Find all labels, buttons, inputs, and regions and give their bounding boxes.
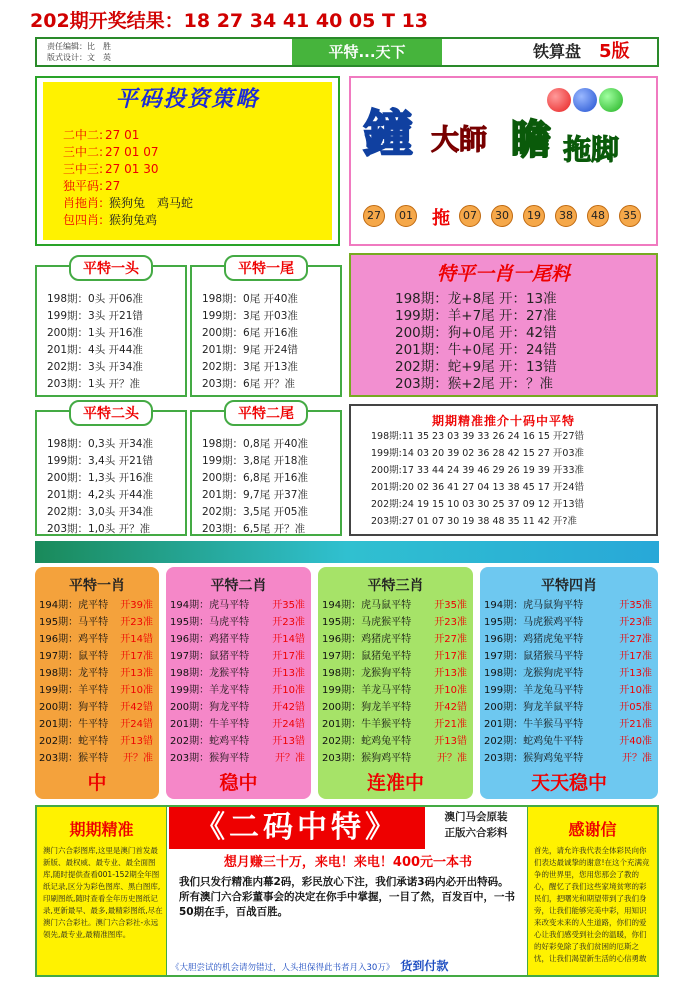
row-result: 开23准 (619, 617, 652, 628)
column-row (170, 750, 307, 767)
row-result: 开？准 (123, 753, 153, 764)
divider-band (35, 541, 659, 563)
head1-rows (47, 291, 143, 393)
bottom-side-note (427, 809, 525, 841)
column-row (484, 682, 654, 699)
head2-rows (47, 436, 153, 538)
column-row (322, 648, 469, 665)
bottom-right-title: 感谢信 (568, 820, 617, 839)
row-result: 开23准 (120, 617, 153, 628)
strategy-row (63, 143, 162, 160)
header-title: 202期开奖结果：18 27 34 41 40 05 T 13 (30, 10, 429, 32)
zodiac-tail-title: 特平一肖一尾料 (436, 263, 570, 285)
column-row (39, 665, 155, 682)
column-row (322, 682, 469, 699)
row-result: 开05准 (619, 702, 652, 713)
column-row (170, 648, 307, 665)
row-result: 开35准 (434, 600, 467, 611)
bottom-left (37, 807, 167, 975)
box-row: 202期：3头 开34准 (47, 361, 143, 373)
row-label: 200期：狗龙羊鼠平特 (484, 702, 584, 713)
box-row: 200期：1,3头 开16准 (47, 472, 153, 484)
row-label: 197期：鼠猪兔平特 (322, 651, 412, 662)
row-label: 199期：羊龙平特 (170, 685, 250, 696)
row-result: 开10准 (619, 685, 652, 696)
strategy-key: 三中二: (63, 145, 104, 159)
column-title: 平特二肖 (210, 578, 267, 594)
bottom-main-title: 《二码中特》 (169, 807, 425, 849)
designer-credit: 版式设计：文 英 (47, 53, 111, 62)
bottom-middle (169, 807, 525, 975)
row-result: 开21准 (619, 719, 652, 730)
column-row (322, 750, 469, 767)
column-row (322, 733, 469, 750)
zodiac-column (480, 567, 658, 799)
column-row (322, 597, 469, 614)
row-result: 开17准 (619, 651, 652, 662)
column-row (170, 733, 307, 750)
column-row (39, 682, 155, 699)
column-row (484, 733, 654, 750)
row-label: 194期：虎平特 (39, 600, 109, 611)
bottom-left-title: 期期精准 (69, 820, 134, 839)
green-ball-icon (599, 88, 623, 112)
column-row (170, 699, 307, 716)
row-label: 195期：马虎平特 (170, 617, 250, 628)
row-label: 200期：狗龙羊平特 (322, 702, 412, 713)
header-center-banner: 平特...天下 (292, 39, 442, 65)
column-row (39, 597, 155, 614)
row-result: 开？准 (437, 753, 467, 764)
column-row (322, 631, 469, 648)
row-result: 开42错 (434, 702, 467, 713)
number-ball: 30 (491, 205, 513, 227)
row-label: 202期：蛇鸡兔牛平特 (484, 736, 584, 747)
row-result: 开10准 (120, 685, 153, 696)
row-label: 201期：牛羊平特 (170, 719, 250, 730)
footnote-text: 《大胆尝试的机会请勿错过，人头担保得此书者月入30万》 (171, 963, 395, 973)
row-result: 开13准 (120, 668, 153, 679)
row-label: 199期：羊龙兔马平特 (484, 685, 584, 696)
editor-credit: 责任编辑：比 胜 (47, 42, 111, 51)
column-row (39, 631, 155, 648)
box-row: 199期：3,8尾 开18准 (202, 455, 308, 467)
strategy-inner (43, 82, 332, 240)
row-result: 开17准 (120, 651, 153, 662)
edition-label: 5版 (599, 41, 630, 62)
row-result: 开40准 (619, 736, 652, 747)
row-result: 开14错 (272, 634, 305, 645)
row-result: 开27准 (619, 634, 652, 645)
ten-code-row: 201期:20 02 36 41 27 04 13 38 45 17 开24错 (371, 482, 585, 493)
bottom-paragraph: 我们只发行精准内幕2码，彩民放心下注，我们承诺3码内必开出特码。所有澳门六合彩董事会的决定在你手中掌握，一目了然，百发百中，一书50期在手，百战百胜。 (179, 876, 515, 918)
header-right-label (533, 39, 630, 65)
tail2-rows (202, 436, 308, 538)
strategy-value: 27 (105, 179, 121, 193)
column-row (170, 682, 307, 699)
box-row: 198期：0尾 开40准 (202, 293, 298, 305)
strategy-row (63, 211, 157, 228)
zodiac-tail-row: 198期：龙+8尾 开：13准 (395, 291, 557, 307)
row-label: 198期：龙猴平特 (170, 668, 250, 679)
zodiac-tail-row: 201期：牛+0尾 开：24错 (395, 342, 557, 358)
row-label: 202期：蛇鸡兔平特 (322, 736, 412, 747)
box-row: 199期：3头 开21错 (47, 310, 143, 322)
row-label: 194期：虎马鼠平特 (322, 600, 412, 611)
column-row (484, 614, 654, 631)
row-label: 201期：牛羊猴马平特 (484, 719, 584, 730)
number-ball: 27 (363, 205, 385, 227)
ten-code-rows (371, 428, 584, 530)
bottom-right-text: 首先，请允许我代表全体彩民向你们表达最诚挚的谢意!在这个充满竞争的世界里，您用您那会了教的心，醒忆了我们这些家境贫寒的彩民们，把曙光和期望带到了我们身旁，让我们能够完美中彩，用知识来改变未来的人生道路，你们的爱心让我们感受到社会的温暖，你们的好彩免除了我们贫困的厄斯之忧，让我们渴望新生活的心信勇敢 (534, 846, 650, 963)
head1-box (35, 261, 187, 397)
column-footer: 稳中 (219, 772, 258, 794)
box-row: 198期：0头 开06准 (47, 293, 143, 305)
side-line-2: 正版六合彩料 (444, 827, 508, 839)
strategy-row (63, 126, 143, 143)
column-row (170, 597, 307, 614)
row-label: 196期：鸡猪虎兔平特 (484, 634, 584, 645)
row-label: 194期：虎马平特 (170, 600, 250, 611)
head2-box (35, 406, 187, 536)
ten-code-row: 199期:14 03 20 39 02 36 28 42 15 27 开03准 (371, 448, 585, 459)
zodiac-tail-row: 200期：狗+0尾 开：42错 (395, 325, 557, 341)
bottom-left-text: 澳门六合彩图库,这里是澳门首发最新版、最权威、最专业、最全面图库,随时提供查看001-152期全年图纸记录,区分为彩色图库、黑白图库,印刷图纸,随时查看全年历史图纸记录,更新最早、最多,最精彩图纸,尽在澳门六合彩社。澳门六合彩社-永远领先,最专业,最精准图库。 (43, 846, 163, 939)
zodiac-column (318, 567, 473, 799)
strategy-key: 独平码: (63, 179, 104, 193)
number-ball: 38 (555, 205, 577, 227)
column-row (484, 665, 654, 682)
row-result: 开35准 (619, 600, 652, 611)
column-row (484, 716, 654, 733)
row-result: 开10准 (272, 685, 305, 696)
row-label: 203期：猴狗平特 (170, 753, 250, 764)
strategy-row (63, 194, 193, 211)
number-ball: 19 (523, 205, 545, 227)
box-row: 203期：1头 开？准 (47, 378, 141, 390)
tail1-rows (202, 291, 298, 393)
row-label: 201期：牛平特 (39, 719, 109, 730)
strategy-key: 肖拖肖: (63, 196, 104, 210)
row-result: 开24错 (120, 719, 153, 730)
ten-code-row: 202期:24 19 15 10 03 30 25 37 09 12 开13错 (371, 499, 585, 510)
tail1-title: 平特一尾 (224, 255, 308, 281)
column-row (170, 614, 307, 631)
row-label: 195期：马虎猴鸡平特 (484, 617, 584, 628)
strategy-title: 平码投资策略 (115, 87, 260, 112)
column-row (484, 648, 654, 665)
column-row (170, 665, 307, 682)
blue-ball-icon (573, 88, 597, 112)
box-row: 199期：3,4头 开21错 (47, 455, 153, 467)
column-rows (39, 597, 155, 767)
row-result: 开14错 (120, 634, 153, 645)
ten-code-row: 203期:27 01 07 30 19 38 48 35 11 42 开?准 (371, 516, 577, 527)
box-row: 202期：3尾 开13准 (202, 361, 298, 373)
row-result: 开42错 (120, 702, 153, 713)
master-char-3: 瞻 (511, 117, 551, 163)
row-label: 203期：猴狗鸡兔平特 (484, 753, 584, 764)
column-row (39, 614, 155, 631)
row-label: 203期：猴平特 (39, 753, 109, 764)
zodiac-tail-row: 203期：猴+2尾 开：？准 (395, 376, 553, 392)
column-row (322, 614, 469, 631)
box-row: 200期：6尾 开16准 (202, 327, 298, 339)
bottom-right (527, 807, 657, 975)
column-rows (484, 597, 654, 767)
strategy-key: 三中三: (63, 162, 104, 176)
zodiac-column (35, 567, 159, 799)
row-result: 开23准 (272, 617, 305, 628)
tail2-title: 平特二尾 (224, 400, 308, 426)
column-title: 平特一肖 (69, 578, 125, 594)
row-label: 199期：羊平特 (39, 685, 109, 696)
column-title: 平特三肖 (367, 578, 424, 594)
bottom-footnote (171, 957, 525, 974)
box-row: 199期：3尾 开03准 (202, 310, 298, 322)
number-ball: 01 (395, 205, 417, 227)
row-label: 200期：狗平特 (39, 702, 109, 713)
zodiac-column (166, 567, 311, 799)
row-result: 开24错 (272, 719, 305, 730)
column-footer: 连准中 (366, 772, 424, 794)
column-footer: 中 (87, 772, 107, 794)
ten-code-title: 期期精准推介十码中平特 (431, 414, 575, 428)
master-char-4: 拖脚 (563, 133, 620, 166)
column-row (170, 716, 307, 733)
row-label: 200期：狗龙平特 (170, 702, 250, 713)
side-line-1: 澳门马会原装 (444, 811, 508, 823)
zodiac-tail-row: 202期：蛇+9尾 开：13错 (395, 359, 557, 375)
column-row (39, 648, 155, 665)
row-label: 197期：鼠猪平特 (170, 651, 250, 662)
row-label: 196期：鸡猪虎平特 (322, 634, 412, 645)
box-row: 201期：4头 开44准 (47, 344, 143, 356)
row-label: 203期：猴狗鸡平特 (322, 753, 412, 764)
zodiac-tail-panel (349, 253, 658, 397)
box-row: 202期：3,5尾 开05准 (202, 506, 308, 518)
master-char-2: 大師 (431, 123, 488, 156)
row-label: 197期：鼠猪猴马平特 (484, 651, 584, 662)
strategy-value: 27 01 30 (105, 162, 159, 176)
column-row (39, 733, 155, 750)
row-result: 开13错 (434, 736, 467, 747)
column-name: 铁算盘 (533, 42, 582, 61)
ten-code-panel (349, 404, 658, 536)
head2-title: 平特二头 (69, 400, 153, 426)
ten-code-row: 200期:17 33 44 24 39 46 29 26 19 39 开33准 (371, 465, 585, 476)
head1-title: 平特一头 (69, 255, 153, 281)
row-label: 194期：虎马鼠狗平特 (484, 600, 584, 611)
row-label: 199期：羊龙马平特 (322, 685, 412, 696)
strategy-panel (35, 76, 340, 246)
box-row: 202期：3,0头 开34准 (47, 506, 153, 518)
column-row (484, 750, 654, 767)
strategy-key: 包四肖: (63, 213, 104, 227)
row-label: 197期：鼠平特 (39, 651, 109, 662)
box-row: 201期：9尾 开24错 (202, 344, 298, 356)
box-row: 203期：6尾 开？准 (202, 378, 296, 390)
strategy-row (63, 160, 162, 177)
row-result: 开39准 (120, 600, 153, 611)
tail2-box (190, 406, 342, 536)
row-result: 开13准 (272, 668, 305, 679)
master-char-1: 鐘 (363, 105, 413, 163)
box-row: 203期：1,0头 开？准 (47, 523, 151, 535)
row-result: 开13错 (120, 736, 153, 747)
column-row (484, 597, 654, 614)
row-result: 开13错 (272, 736, 305, 747)
zodiac-tail-rows (395, 291, 557, 393)
row-label: 195期：马虎猴平特 (322, 617, 412, 628)
row-label: 201期：牛羊猴平特 (322, 719, 412, 730)
row-result: 开42错 (272, 702, 305, 713)
box-row: 198期：0,3头 开34准 (47, 438, 153, 450)
strategy-value: 27 01 (105, 128, 140, 142)
row-label: 202期：蛇鸡平特 (170, 736, 250, 747)
column-row (39, 716, 155, 733)
row-label: 196期：鸡平特 (39, 634, 109, 645)
zodiac-tail-row: 199期：羊+7尾 开：27准 (395, 308, 557, 324)
bottom-panel (35, 805, 659, 977)
box-row: 201期：9,7尾 开37准 (202, 489, 308, 501)
column-row (484, 699, 654, 716)
row-label: 196期：鸡猪平特 (170, 634, 250, 645)
strategy-value: 27 01 07 (105, 145, 159, 159)
row-label: 198期：龙猴狗虎平特 (484, 668, 584, 679)
cod-label: 货到付款 (400, 959, 449, 973)
column-row (39, 750, 155, 767)
column-row (322, 716, 469, 733)
column-row (484, 631, 654, 648)
box-row: 198期：0,8尾 开40准 (202, 438, 308, 450)
box-row: 200期：6,8尾 开16准 (202, 472, 308, 484)
row-label: 198期：龙平特 (39, 668, 109, 679)
column-row (39, 699, 155, 716)
column-row (322, 665, 469, 682)
row-label: 195期：马平特 (39, 617, 109, 628)
strategy-key: 二中二: (63, 128, 104, 142)
row-result: 开17准 (434, 651, 467, 662)
tail1-box (190, 261, 342, 397)
header-bar (35, 37, 659, 67)
column-rows (170, 597, 307, 767)
box-row: 201期：4,2头 开44准 (47, 489, 153, 501)
row-result: 开35准 (272, 600, 305, 611)
box-row: 203期：6,5尾 开？准 (202, 523, 306, 535)
row-result: 开23准 (434, 617, 467, 628)
row-label: 198期：龙猴狗平特 (322, 668, 412, 679)
row-result: 开10准 (434, 685, 467, 696)
row-label: 202期：蛇平特 (39, 736, 109, 747)
strategy-value-zodiac: 猴狗兔鸡 (109, 213, 158, 227)
bottom-subtitle: 想月赚三十万，来电！来电！400元一本书 (223, 855, 473, 870)
column-footer: 天天稳中 (530, 772, 607, 794)
strategy-row (63, 177, 124, 194)
row-result: 开21准 (434, 719, 467, 730)
number-ball: 35 (619, 205, 641, 227)
row-result: 开13准 (434, 668, 467, 679)
row-result: 开？准 (622, 753, 652, 764)
column-rows (322, 597, 469, 767)
box-row: 200期：1头 开16准 (47, 327, 143, 339)
tuo-label: 拖 (432, 208, 450, 229)
column-row (322, 699, 469, 716)
column-title: 平特四肖 (541, 578, 597, 594)
row-result: 开17准 (272, 651, 305, 662)
number-ball: 48 (587, 205, 609, 227)
master-panel (349, 76, 658, 246)
number-ball: 07 (459, 205, 481, 227)
row-result: 开？准 (275, 753, 305, 764)
strategy-value-zodiac: 猴狗兔 鸡马蛇 (109, 196, 194, 210)
row-result: 开13准 (619, 668, 652, 679)
column-row (170, 631, 307, 648)
row-result: 开27准 (434, 634, 467, 645)
ten-code-row: 198期:11 35 23 03 39 33 26 24 16 15 开27错 (371, 431, 585, 442)
